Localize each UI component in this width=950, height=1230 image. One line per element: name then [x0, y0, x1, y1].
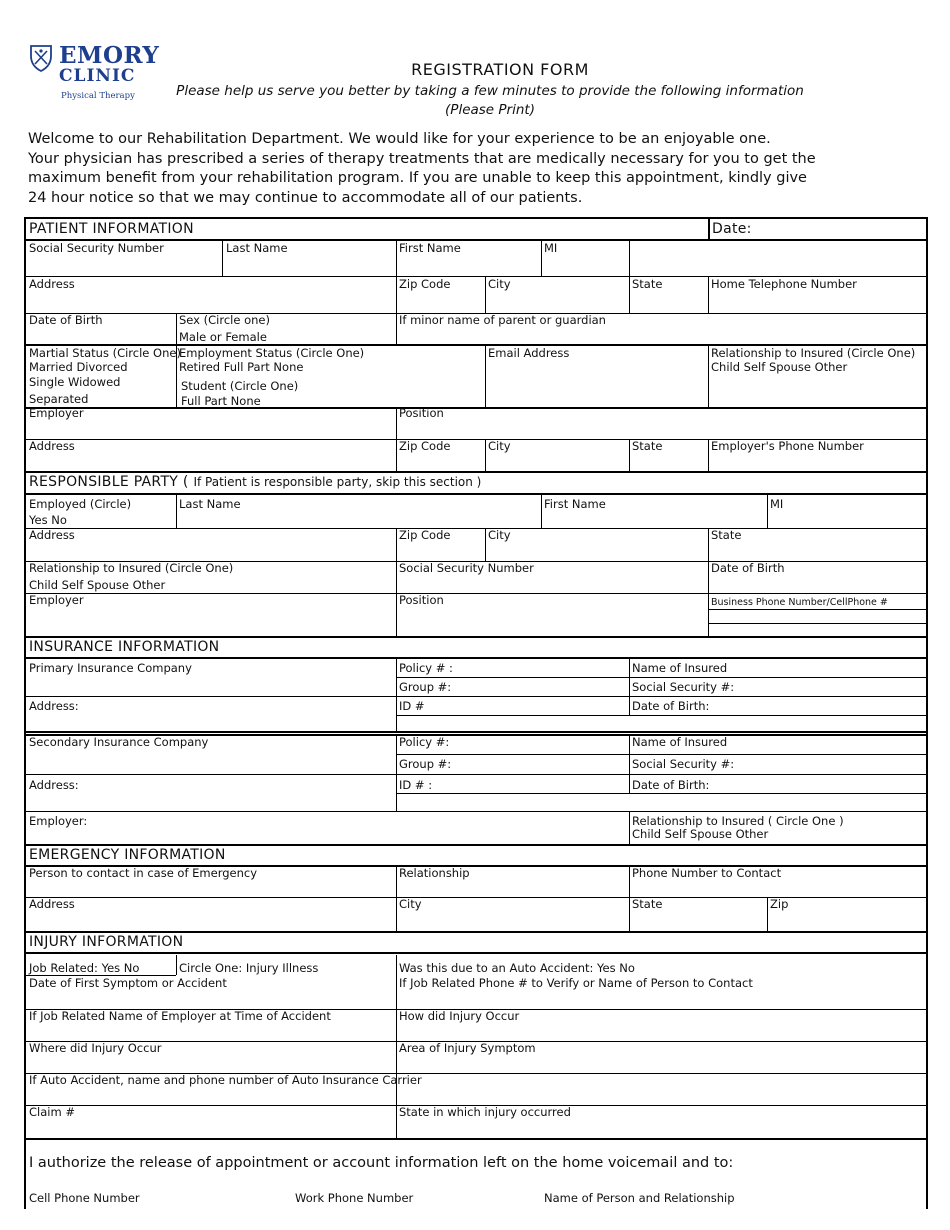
patient-dob-field[interactable]: Date of Birth — [29, 313, 103, 327]
grid-line — [396, 314, 397, 345]
grid-line — [629, 240, 630, 277]
responsible-city-field[interactable]: City — [488, 528, 511, 542]
employer-zip-field[interactable]: Zip Code — [399, 439, 451, 453]
section-insurance-information: INSURANCE INFORMATION — [29, 639, 220, 655]
grid-line — [26, 636, 926, 638]
form-subtitle-print: (Please Print) — [445, 102, 535, 118]
emergency-zip-field[interactable]: Zip — [770, 897, 789, 911]
grid-line — [708, 594, 709, 637]
responsible-mi-field[interactable]: MI — [770, 497, 784, 511]
grid-line — [767, 495, 768, 529]
secondary-ssn-field[interactable]: Social Security #: — [632, 757, 735, 771]
person-relationship-field[interactable]: Name of Person and Relationship — [544, 1191, 735, 1205]
grid-line — [176, 495, 177, 529]
intro-line: Your physician has prescribed a series of therapy treatments that are medically necessary for you to get the — [28, 150, 816, 167]
primary-insurance-field[interactable]: Primary Insurance Company — [29, 661, 192, 675]
grid-line — [708, 440, 709, 472]
grid-line — [708, 529, 709, 562]
grid-line — [396, 793, 926, 794]
email-field[interactable]: Email Address — [488, 346, 570, 360]
responsible-relationship-label: Relationship to Insured (Circle One) — [29, 561, 234, 575]
marital-options-1[interactable]: Married Divorced — [29, 360, 128, 374]
grid-line — [767, 898, 768, 932]
form-subtitle: Please help us serve you better by taking a few minutes to provide the following information — [176, 83, 804, 99]
grid-line — [26, 774, 926, 775]
responsible-relationship-options[interactable]: Child Self Spouse Other — [29, 578, 166, 592]
patient-zip-field[interactable]: Zip Code — [399, 277, 451, 291]
secondary-policy-field[interactable]: Policy #: — [399, 735, 450, 749]
responsible-ssn-field[interactable]: Social Security Number — [399, 561, 534, 575]
primary-address-field[interactable]: Address: — [29, 699, 79, 713]
marital-status-label: Martial Status (Circle One) — [29, 346, 181, 360]
grid-line — [176, 955, 177, 975]
grid-line — [708, 609, 926, 610]
patient-home-phone-field[interactable]: Home Telephone Number — [711, 277, 857, 291]
logo-line2: CLINIC — [59, 66, 136, 86]
primary-id-field[interactable]: ID # — [399, 699, 425, 713]
grid-line — [396, 715, 926, 716]
grid-line — [541, 240, 542, 277]
patient-address-field[interactable]: Address — [29, 277, 75, 291]
patient-ssn-field[interactable]: Social Security Number — [29, 241, 164, 255]
injury-state-field[interactable]: State in which injury occurred — [399, 1105, 571, 1119]
secondary-insurance-field[interactable]: Secondary Insurance Company — [29, 735, 209, 749]
emergency-relationship-field[interactable]: Relationship — [399, 866, 470, 880]
business-phone-field[interactable]: Business Phone Number/CellPhone # — [711, 597, 888, 608]
grid-line — [485, 440, 486, 472]
primary-dob-field[interactable]: Date of Birth: — [632, 699, 710, 713]
cell-phone-field[interactable]: Cell Phone Number — [29, 1191, 140, 1205]
injury-area-field[interactable]: Area of Injury Symptom — [399, 1041, 536, 1055]
marital-options-2[interactable]: Single Widowed — [29, 375, 121, 389]
responsible-employer-field[interactable]: Employer — [29, 593, 84, 607]
section-injury-information: INJURY INFORMATION — [29, 934, 184, 950]
intro-line: maximum benefit from your rehabilitation program. If you are unable to keep this appointment, kindly give — [28, 170, 807, 186]
secondary-address-field[interactable]: Address: — [29, 778, 79, 792]
grid-line — [26, 528, 926, 529]
grid-line — [485, 346, 486, 408]
grid-line — [396, 240, 397, 277]
responsible-address-field[interactable]: Address — [29, 528, 75, 542]
responsible-position-field[interactable]: Position — [399, 593, 444, 607]
insurance-employer-field[interactable]: Employer: — [29, 814, 88, 828]
employment-options[interactable]: Retired Full Part None — [179, 360, 304, 374]
insurance-relationship-options[interactable]: Child Self Spouse Other — [632, 827, 769, 841]
job-related-options[interactable]: Job Related: Yes No — [29, 961, 140, 975]
patient-first-name-field[interactable]: First Name — [399, 241, 461, 255]
grid-line — [26, 471, 926, 473]
grid-line — [541, 495, 542, 529]
grid-line — [629, 277, 630, 314]
section-patient-information: PATIENT INFORMATION — [29, 221, 194, 237]
grid-line — [708, 623, 926, 624]
grid-line — [396, 440, 397, 472]
marital-options-3[interactable]: Separated — [29, 392, 89, 406]
registration-form-grid — [24, 217, 928, 1209]
responsible-state-field[interactable]: State — [711, 528, 742, 542]
grid-line — [26, 931, 926, 933]
auto-accident-options[interactable]: Was this due to an Auto Accident: Yes No — [399, 961, 635, 975]
patient-sex-options[interactable]: Male or Female — [179, 330, 267, 344]
grid-line — [629, 659, 630, 716]
secondary-id-field[interactable]: ID # : — [399, 778, 433, 792]
patient-guardian-field[interactable]: If minor name of parent or guardian — [399, 313, 606, 327]
grid-line — [708, 346, 709, 408]
grid-line — [396, 754, 926, 755]
grid-line — [629, 736, 630, 793]
auto-insurance-carrier-field[interactable]: If Auto Accident, name and phone number of Auto Insurance Carrier — [29, 1073, 422, 1087]
patient-sex-label: Sex (Circle one) — [179, 313, 270, 327]
grid-line — [396, 408, 397, 440]
employer-at-accident-field[interactable]: If Job Related Name of Employer at Time of Accident — [29, 1009, 331, 1023]
first-symptom-date-field[interactable]: Date of First Symptom or Accident — [29, 976, 227, 990]
emergency-state-field[interactable]: State — [632, 897, 663, 911]
grid-line — [708, 562, 709, 594]
responsible-dob-field[interactable]: Date of Birth — [711, 561, 785, 575]
grid-line — [629, 867, 630, 932]
grid-line — [176, 314, 177, 345]
grid-line — [26, 696, 926, 697]
grid-line — [26, 657, 926, 659]
employer-phone-field[interactable]: Employer's Phone Number — [711, 439, 864, 453]
insurance-relationship-label: Relationship to Insured ( Circle One ) — [632, 814, 844, 828]
grid-line — [396, 277, 397, 314]
intro-line: Welcome to our Rehabilitation Department. We would like for your experience to be an enjoyable one. — [28, 131, 771, 147]
intro-line: 24 hour notice so that we may continue to accommodate all of our patients. — [28, 189, 583, 206]
grid-line — [26, 593, 926, 594]
how-injury-occurred-field[interactable]: How did Injury Occur — [399, 1009, 520, 1023]
employer-address-field[interactable]: Address — [29, 439, 75, 453]
employed-label: Employed (Circle) — [29, 497, 132, 511]
patient-mi-field[interactable]: MI — [544, 241, 558, 255]
student-options[interactable]: Full Part None — [181, 394, 261, 408]
grid-line — [176, 346, 177, 408]
grid-line — [485, 529, 486, 562]
grid-line — [26, 811, 926, 812]
grid-line — [26, 407, 926, 409]
responsible-party-title: RESPONSIBLE PARTY ( — [29, 474, 189, 490]
grid-line — [26, 952, 926, 954]
relationship-label: Relationship to Insured (Circle One) — [711, 346, 916, 360]
employed-options[interactable]: Yes No — [29, 513, 67, 527]
patient-city-field[interactable]: City — [488, 277, 511, 291]
patient-position-field[interactable]: Position — [399, 406, 444, 420]
grid-line — [396, 529, 397, 562]
injury-illness-options[interactable]: Circle One: Injury Illness — [179, 961, 319, 975]
grid-line — [396, 867, 397, 932]
grid-line — [222, 240, 223, 277]
patient-employer-field[interactable]: Employer — [29, 406, 84, 420]
form-title: REGISTRATION FORM — [411, 60, 589, 79]
primary-name-insured-field[interactable]: Name of Insured — [632, 661, 728, 675]
claim-number-field[interactable]: Claim # — [29, 1105, 75, 1119]
logo-line3: Physical Therapy — [61, 91, 135, 101]
secondary-name-insured-field[interactable]: Name of Insured — [632, 735, 728, 749]
grid-line — [26, 731, 926, 733]
secondary-dob-field[interactable]: Date of Birth: — [632, 778, 710, 792]
work-phone-field[interactable]: Work Phone Number — [295, 1191, 414, 1205]
logo-line1: EMORY — [59, 42, 160, 69]
grid-line — [396, 677, 926, 678]
authorization-text: I authorize the release of appointment or account information left on the home voicemail and to: — [29, 1155, 734, 1171]
where-injury-occurred-field[interactable]: Where did Injury Occur — [29, 1041, 162, 1055]
grid-line — [708, 219, 710, 240]
student-label: Student (Circle One) — [181, 379, 299, 393]
secondary-group-field[interactable]: Group #: — [399, 757, 452, 771]
grid-line — [708, 277, 709, 314]
date-label[interactable]: Date: — [712, 221, 752, 237]
emergency-contact-field[interactable]: Person to contact in case of Emergency — [29, 866, 258, 880]
patient-state-field[interactable]: State — [632, 277, 663, 291]
primary-policy-field[interactable]: Policy # : — [399, 661, 453, 675]
patient-last-name-field[interactable]: Last Name — [226, 241, 288, 255]
employment-status-label: Employment Status (Circle One) — [179, 346, 365, 360]
section-emergency-information: EMERGENCY INFORMATION — [29, 847, 226, 863]
responsible-party-note: If Patient is responsible party, skip this section ) — [193, 475, 482, 489]
relationship-options[interactable]: Child Self Spouse Other — [711, 360, 848, 374]
emergency-city-field[interactable]: City — [399, 897, 422, 911]
grid-line — [629, 812, 630, 844]
job-verify-contact-field[interactable]: If Job Related Phone # to Verify or Name of Person to Contact — [399, 976, 753, 990]
responsible-first-name-field[interactable]: First Name — [544, 497, 606, 511]
grid-line — [26, 1138, 926, 1140]
section-responsible-party — [29, 474, 481, 490]
intro-paragraph — [28, 130, 928, 208]
grid-line — [485, 277, 486, 314]
responsible-last-name-field[interactable]: Last Name — [179, 497, 241, 511]
primary-group-field[interactable]: Group #: — [399, 680, 452, 694]
grid-line — [26, 844, 926, 846]
emergency-phone-field[interactable]: Phone Number to Contact — [632, 866, 782, 880]
grid-line — [26, 897, 926, 898]
grid-line — [396, 562, 397, 594]
responsible-zip-field[interactable]: Zip Code — [399, 528, 451, 542]
grid-line — [629, 440, 630, 472]
grid-line — [396, 955, 397, 1139]
grid-line — [396, 594, 397, 637]
employer-state-field[interactable]: State — [632, 439, 663, 453]
employer-city-field[interactable]: City — [488, 439, 511, 453]
primary-ssn-field[interactable]: Social Security #: — [632, 680, 735, 694]
emergency-address-field[interactable]: Address — [29, 897, 75, 911]
grid-line — [26, 493, 926, 495]
